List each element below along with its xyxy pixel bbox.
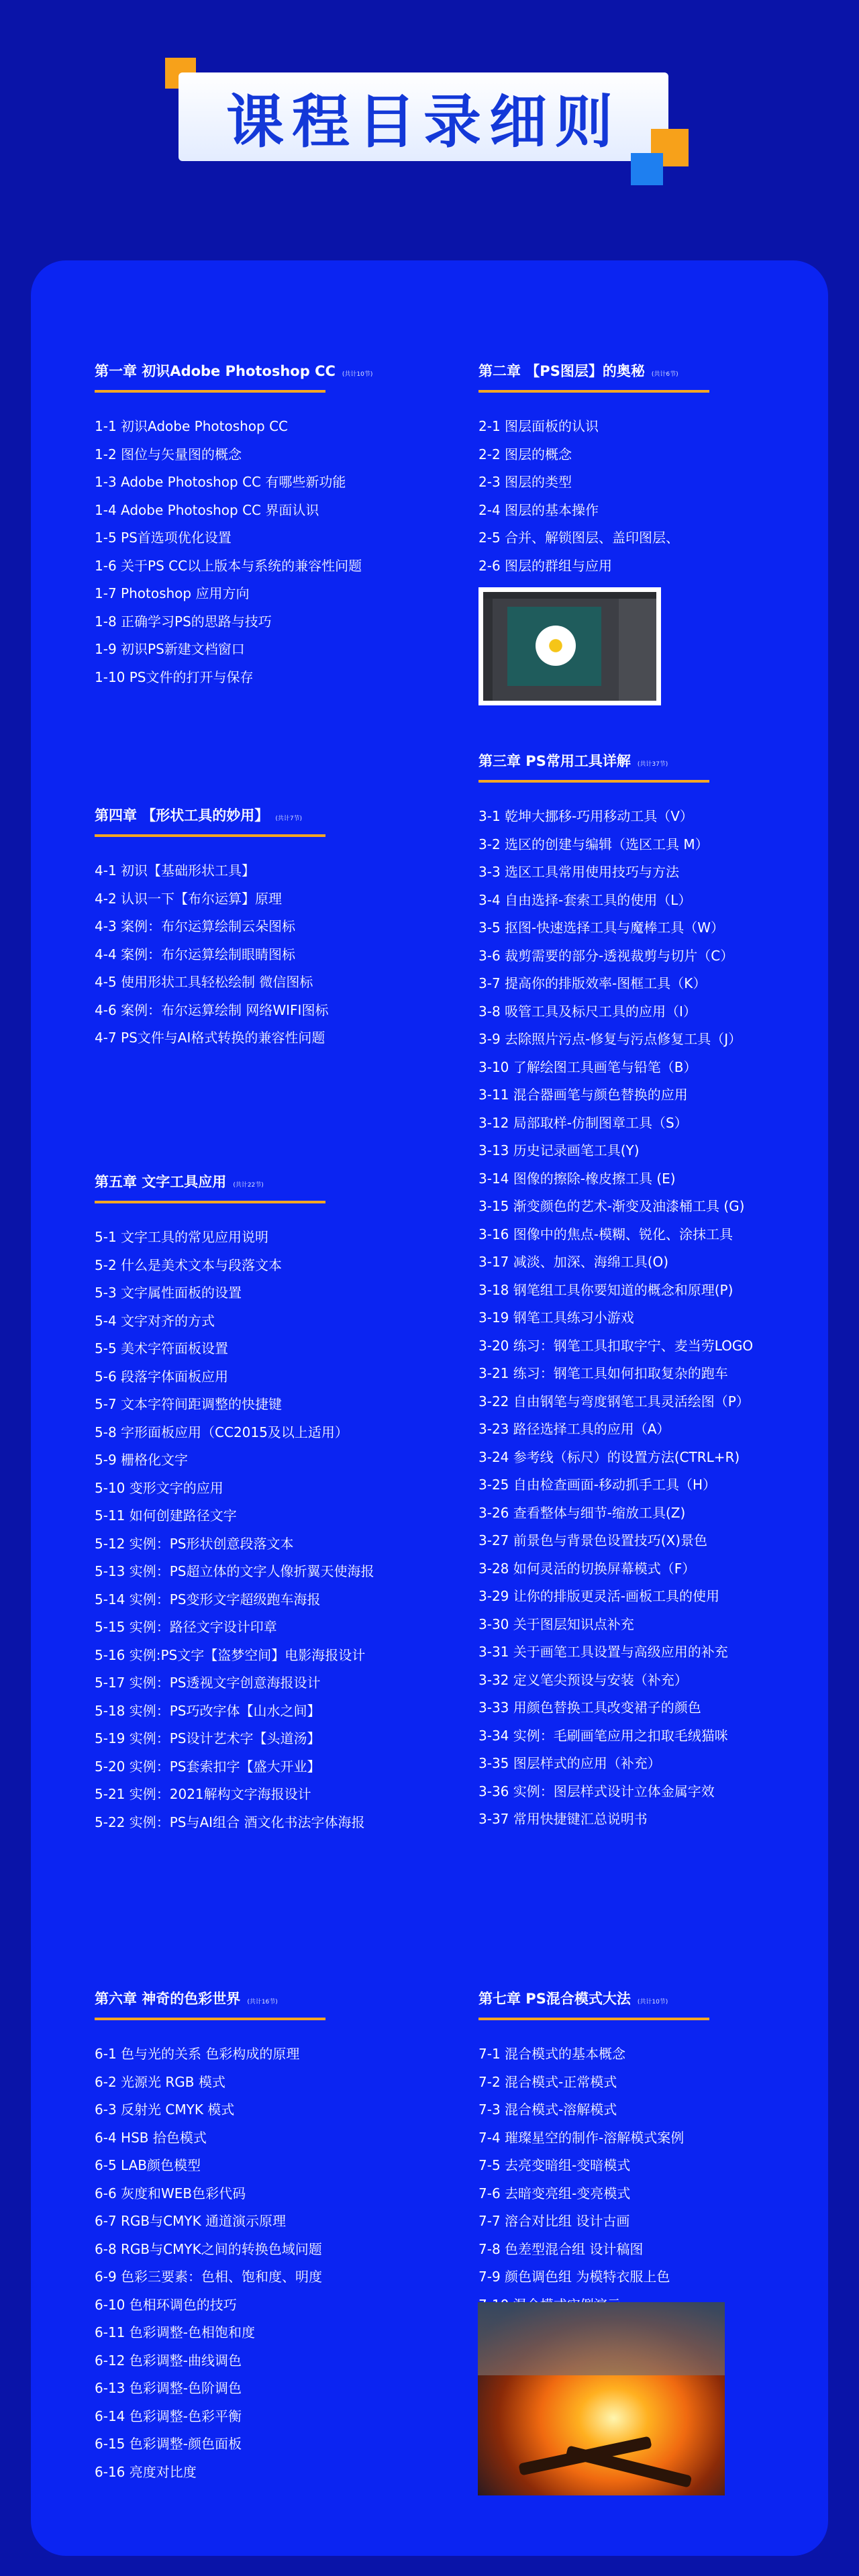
list-item: 7-2 混合模式-正常模式 bbox=[478, 2073, 617, 2090]
list-item: 5-18 实例：PS巧改字体【山水之间】 bbox=[95, 1702, 321, 1719]
list-item: 6-14 色彩调整-色彩平衡 bbox=[95, 2408, 242, 2424]
list-item: 5-19 实例：PS设计艺术字【头道汤】 bbox=[95, 1730, 321, 1746]
chapter-6 bbox=[95, 1988, 325, 2486]
header-banner bbox=[0, 0, 859, 221]
list-item: 1-8 正确学习PS的思路与技巧 bbox=[95, 613, 272, 630]
list-item: 6-16 亮度对比度 bbox=[95, 2463, 197, 2480]
list-item: 3-7 提高你的排版效率-图框工具（K） bbox=[478, 975, 707, 991]
chapter-title: 第三章 PS常用工具详解 bbox=[478, 753, 631, 769]
list-item: 3-27 前景色与背景色设置技巧(X)景色 bbox=[478, 1532, 708, 1548]
list-item: 2-5 合并、解锁图层、盖印图层、 bbox=[478, 530, 680, 546]
list-item: 3-22 自由钢笔与弯度钢笔工具灵活绘图（P） bbox=[478, 1393, 750, 1409]
chapter-underline bbox=[95, 834, 325, 837]
list-item: 3-31 关于画笔工具设置与高级应用的补充 bbox=[478, 1644, 728, 1660]
chapter-count: (共计7节) bbox=[275, 815, 303, 822]
chapter-7 bbox=[478, 1988, 709, 2319]
list-item: 5-10 变形文字的应用 bbox=[95, 1479, 223, 1496]
list-item: 3-8 吸管工具及标尺工具的应用（I） bbox=[478, 1003, 697, 1020]
list-item: 5-15 实例：路径文字设计印章 bbox=[95, 1619, 277, 1635]
list-item: 3-33 用颜色替换工具改变裙子的颜色 bbox=[478, 1699, 701, 1716]
list-item: 3-34 实例：毛刷画笔应用之扣取毛绒猫咪 bbox=[478, 1727, 728, 1744]
list-item: 7-7 溶合对比组 设计古画 bbox=[478, 2213, 630, 2229]
chapter-underline bbox=[478, 2018, 709, 2020]
list-item: 4-7 PS文件与AI格式转换的兼容性问题 bbox=[95, 1030, 325, 1046]
list-item: 6-3 反射光 CMYK 模式 bbox=[95, 2101, 235, 2118]
list-item: 5-4 文字对齐的方式 bbox=[95, 1312, 215, 1329]
list-item: 3-35 图层样式的应用（补充） bbox=[478, 1755, 661, 1771]
list-item: 1-2 图位与矢量图的概念 bbox=[95, 446, 242, 462]
campfire-image bbox=[478, 2302, 725, 2495]
list-item: 3-6 裁剪需要的部分-透视裁剪与切片（C） bbox=[478, 947, 734, 964]
list-item: 1-1 初识Adobe Photoshop CC bbox=[95, 418, 289, 434]
chapter-4 bbox=[95, 805, 328, 1052]
list-item: 3-30 关于图层知识点补充 bbox=[478, 1616, 634, 1632]
list-item: 7-6 去暗变亮组-变亮模式 bbox=[478, 2185, 631, 2201]
list-item: 5-16 实例:PS文字【盗梦空间】电影海报设计 bbox=[95, 1646, 366, 1663]
chapter-title: 第二章 【PS图层】的奥秘 bbox=[478, 363, 645, 379]
list-item: 5-21 实例：2021解构文字海报设计 bbox=[95, 1786, 311, 1802]
chapter-underline bbox=[478, 390, 709, 393]
list-item: 1-5 PS首选项优化设置 bbox=[95, 530, 232, 546]
list-item: 1-9 初识PS新建文档窗口 bbox=[95, 641, 245, 657]
list-item: 4-3 案例：布尔运算绘制云朵图标 bbox=[95, 918, 296, 934]
list-item: 3-36 实例：图层样式设计立体金属字效 bbox=[478, 1783, 715, 1799]
list-item: 5-14 实例：PS变形文字超级跑车海报 bbox=[95, 1591, 321, 1607]
page-title: 课程目录细则 bbox=[226, 89, 621, 156]
list-item: 3-18 钢笔组工具你要知道的概念和原理(P) bbox=[478, 1281, 734, 1298]
list-item: 6-15 色彩调整-颜色面板 bbox=[95, 2436, 242, 2452]
list-item: 6-7 RGB与CMYK 通道演示原理 bbox=[95, 2213, 287, 2229]
list-item: 5-7 文本字符间距调整的快捷键 bbox=[95, 1396, 283, 1412]
list-item: 5-17 实例：PS透视文字创意海报设计 bbox=[95, 1675, 321, 1691]
chapter-title: 第四章 【形状工具的妙用】 bbox=[95, 807, 269, 824]
list-item: 3-3 选区工具常用使用技巧与方法 bbox=[478, 864, 680, 880]
chapter-count: (共计10节) bbox=[637, 1999, 668, 2005]
chapter-list bbox=[95, 1224, 374, 1836]
chapter-list bbox=[478, 413, 709, 580]
list-item: 3-12 局部取样-仿制图章工具（S） bbox=[478, 1114, 688, 1131]
list-item: 3-37 常用快捷键汇总说明书 bbox=[478, 1811, 648, 1827]
list-item: 1-7 Photoshop 应用方向 bbox=[95, 585, 250, 601]
list-item: 2-3 图层的类型 bbox=[478, 474, 572, 490]
chapter-title: 第一章 初识Adobe Photoshop CC bbox=[95, 363, 336, 379]
list-item: 2-4 图层的基本操作 bbox=[478, 501, 599, 518]
list-item: 2-2 图层的概念 bbox=[478, 446, 572, 462]
chapter-underline bbox=[95, 390, 325, 393]
photoshop-screenshot-image bbox=[478, 587, 661, 705]
list-item: 3-16 图像中的焦点-模糊、锐化、涂抹工具 bbox=[478, 1226, 733, 1242]
list-item: 3-29 让你的排版更灵活-画板工具的使用 bbox=[478, 1588, 719, 1604]
list-item: 6-1 色与光的关系 色彩构成的原理 bbox=[95, 2046, 300, 2062]
chapter-underline bbox=[95, 2018, 325, 2020]
list-item: 4-6 案例：布尔运算绘制 网络WIFI图标 bbox=[95, 1001, 329, 1018]
list-item: 4-1 初识【基础形状工具】 bbox=[95, 862, 256, 879]
list-item: 5-12 实例：PS形状创意段落文本 bbox=[95, 1535, 294, 1552]
list-item: 2-1 图层面板的认识 bbox=[478, 418, 599, 434]
list-item: 3-19 钢笔工具练习小游戏 bbox=[478, 1309, 634, 1326]
list-item: 4-5 使用形状工具轻松绘制 微信图标 bbox=[95, 974, 313, 990]
chapter-list bbox=[95, 2040, 325, 2486]
list-item: 5-22 实例：PS与AI组合 酒文化书法字体海报 bbox=[95, 1814, 365, 1830]
list-item: 6-13 色彩调整-色阶调色 bbox=[95, 2380, 242, 2396]
list-item: 5-2 什么是美术文本与段落文本 bbox=[95, 1256, 283, 1273]
list-item: 3-25 自由检查画面-移动抓手工具（H） bbox=[478, 1477, 717, 1493]
list-item: 5-9 栅格化文字 bbox=[95, 1452, 189, 1468]
list-item: 6-9 色彩三要素：色相、饱和度、明度 bbox=[95, 2269, 323, 2285]
list-item: 6-8 RGB与CMYK之间的转换色域问题 bbox=[95, 2240, 322, 2257]
list-item: 3-21 练习：钢笔工具如何扣取复杂的跑车 bbox=[478, 1365, 728, 1381]
list-item: 3-13 历史记录画笔工具(Y) bbox=[478, 1142, 640, 1158]
list-item: 5-5 美术字符面板设置 bbox=[95, 1340, 229, 1356]
list-item: 3-26 查看整体与细节-缩放工具(Z) bbox=[478, 1504, 686, 1521]
list-item: 3-4 自由选择-套索工具的使用（L） bbox=[478, 891, 692, 908]
chapter-2 bbox=[478, 360, 709, 580]
list-item: 3-28 如何灵活的切换屏幕模式（F） bbox=[478, 1560, 696, 1577]
list-item: 3-2 选区的创建与编辑（选区工具 M） bbox=[478, 836, 709, 852]
list-item: 3-5 抠图-快速选择工具与魔棒工具（W） bbox=[478, 920, 725, 936]
list-item: 7-8 色差型混合组 设计稿图 bbox=[478, 2240, 644, 2257]
list-item: 6-6 灰度和WEB色彩代码 bbox=[95, 2185, 246, 2201]
chapter-3 bbox=[478, 750, 753, 1834]
list-item: 1-3 Adobe Photoshop CC 有哪些新功能 bbox=[95, 474, 346, 490]
chapter-count: (共计22节) bbox=[233, 1182, 264, 1189]
list-item: 6-10 色相环调色的技巧 bbox=[95, 2296, 237, 2313]
list-item: 3-11 混合器画笔与颜色替换的应用 bbox=[478, 1087, 688, 1103]
list-item: 1-6 关于PS CC以上版本与系统的兼容性问题 bbox=[95, 557, 362, 574]
list-item: 7-9 颜色调色组 为模特衣服上色 bbox=[478, 2269, 670, 2285]
list-item: 3-20 练习：钢笔工具扣取字宁、麦当劳LOGO bbox=[478, 1337, 754, 1354]
chapter-list bbox=[478, 803, 753, 1834]
list-item: 5-3 文字属性面板的设置 bbox=[95, 1285, 242, 1301]
list-item: 3-1 乾坤大挪移-巧用移动工具（V） bbox=[478, 808, 693, 824]
list-item: 3-17 减淡、加深、海绵工具(O) bbox=[478, 1254, 669, 1270]
chapter-list bbox=[95, 857, 328, 1052]
list-item: 6-5 LAB颜色模型 bbox=[95, 2157, 201, 2173]
list-item: 4-4 案例：布尔运算绘制眼睛图标 bbox=[95, 946, 296, 962]
title-box bbox=[179, 72, 668, 161]
list-item: 5-20 实例：PS套索扣字【盛大开业】 bbox=[95, 1758, 321, 1775]
chapter-title: 第六章 神奇的色彩世界 bbox=[95, 1991, 241, 2007]
chapter-5 bbox=[95, 1171, 374, 1836]
list-item: 1-10 PS文件的打开与保存 bbox=[95, 668, 254, 685]
chapter-title: 第七章 PS混合模式大法 bbox=[478, 1991, 631, 2007]
decor-square bbox=[631, 153, 663, 185]
list-item: 5-1 文字工具的常见应用说明 bbox=[95, 1229, 269, 1245]
chapter-count: (共计37节) bbox=[637, 761, 668, 768]
list-item: 5-8 字形面板应用（CC2015及以上适用） bbox=[95, 1424, 348, 1440]
list-item: 6-11 色彩调整-色相饱和度 bbox=[95, 2324, 255, 2340]
daisy-flower-icon bbox=[536, 626, 576, 666]
list-item: 3-23 路径选择工具的应用（A） bbox=[478, 1421, 670, 1437]
list-item: 3-32 定义笔尖预设与安装（补充） bbox=[478, 1671, 688, 1688]
list-item: 5-11 如何创建路径文字 bbox=[95, 1507, 237, 1524]
list-item: 7-5 去亮变暗组-变暗模式 bbox=[478, 2157, 631, 2173]
chapter-count: (共计6节) bbox=[651, 371, 678, 378]
list-item: 3-24 参考线（标尺）的设置方法(CTRL+R) bbox=[478, 1448, 740, 1465]
list-item: 5-13 实例：PS超立体的文字人像折翼天使海报 bbox=[95, 1563, 374, 1579]
chapter-title: 第五章 文字工具应用 bbox=[95, 1174, 227, 1190]
chapter-count: (共计16节) bbox=[247, 1999, 278, 2005]
list-item: 4-2 认识一下【布尔运算】原理 bbox=[95, 890, 283, 907]
list-item: 3-9 去除照片污点-修复与污点修复工具（J） bbox=[478, 1031, 742, 1047]
list-item: 7-4 璀璨星空的制作-溶解模式案例 bbox=[478, 2129, 685, 2146]
list-item: 2-6 图层的群组与应用 bbox=[478, 557, 613, 574]
list-item: 1-4 Adobe Photoshop CC 界面认识 bbox=[95, 501, 319, 518]
chapter-1 bbox=[95, 360, 372, 691]
chapter-list bbox=[478, 2040, 709, 2319]
list-item: 6-4 HSB 拾色模式 bbox=[95, 2129, 207, 2146]
list-item: 3-14 图像的擦除-橡皮擦工具 (E) bbox=[478, 1170, 676, 1187]
chapter-count: (共计10节) bbox=[342, 371, 373, 378]
chapter-underline bbox=[478, 780, 709, 783]
list-item: 6-12 色彩调整-曲线调色 bbox=[95, 2352, 242, 2369]
chapter-list bbox=[95, 413, 372, 691]
list-item: 3-10 了解绘图工具画笔与铅笔（B） bbox=[478, 1058, 697, 1075]
list-item: 7-3 混合模式-溶解模式 bbox=[478, 2101, 617, 2118]
list-item: 5-6 段落字体面板应用 bbox=[95, 1368, 229, 1385]
list-item: 3-15 渐变颜色的艺术-渐变及油漆桶工具 (G) bbox=[478, 1198, 745, 1214]
chapter-underline bbox=[95, 1201, 325, 1203]
list-item: 6-2 光源光 RGB 模式 bbox=[95, 2073, 225, 2090]
list-item: 7-1 混合模式的基本概念 bbox=[478, 2046, 626, 2062]
